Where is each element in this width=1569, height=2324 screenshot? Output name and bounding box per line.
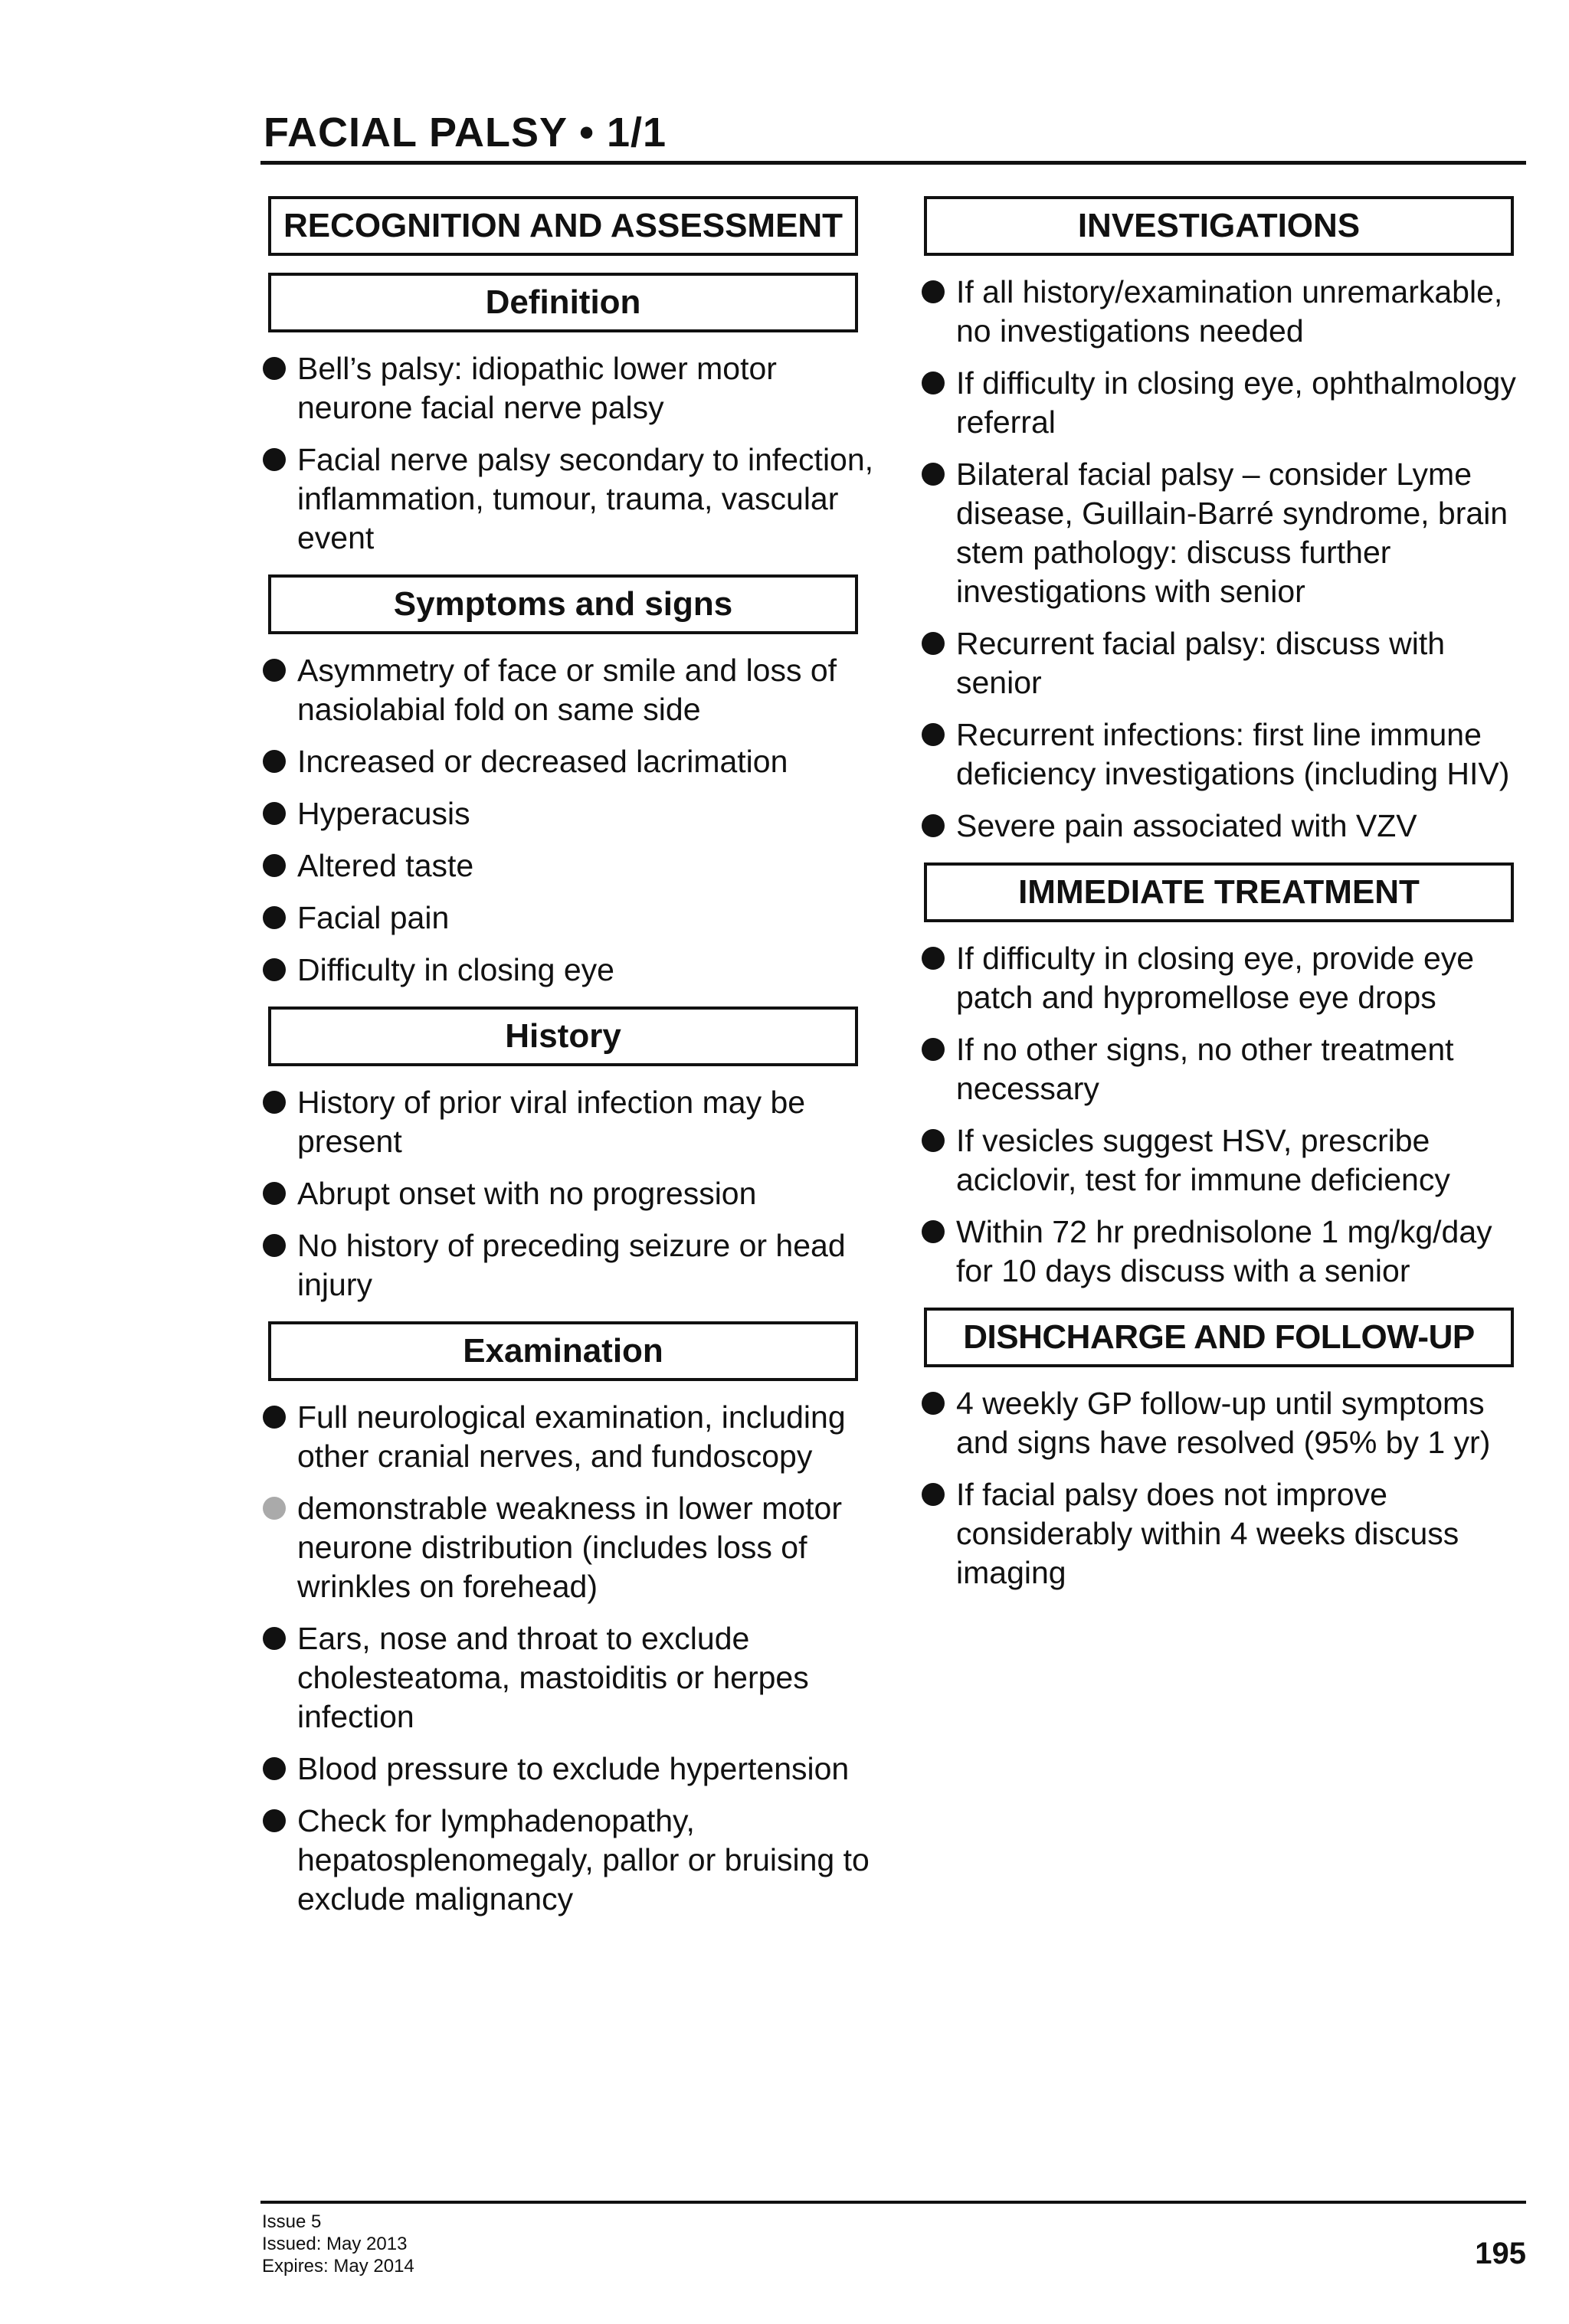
list-item-grey: demonstrable weakness in lower motor neurone distribution (includes loss of wrinkles on forehead) [260,1489,881,1606]
list-item: Recurrent facial palsy: discuss with senior [919,624,1532,702]
list-item: Difficulty in closing eye [260,951,881,990]
list-item: History of prior viral infection may be present [260,1083,881,1161]
issued-date: Issued: May 2013 [262,2234,408,2254]
issue-number: Issue 5 [262,2211,322,2232]
list-item: Abrupt onset with no progression [260,1174,881,1213]
list-item: If difficulty in closing eye, ophthalmology referral [919,364,1532,442]
list-item: If all history/examination unremarkable, no investigations needed [919,273,1532,351]
left-column [260,196,881,1936]
list-item: 4 weekly GP follow-up until symptoms and signs have resolved (95% by 1 yr) [919,1384,1532,1462]
list-item: Blood pressure to exclude hypertension [260,1750,881,1789]
definition-heading: Definition [268,273,858,332]
list-item: Altered taste [260,846,881,885]
history-heading: History [268,1007,858,1066]
list-item: Recurrent infections: first line immune deficiency investigations (including HIV) [919,715,1532,794]
discharge-list [919,1384,1532,1592]
page-number: 195 [1475,2237,1526,2270]
immediate-treatment-heading: IMMEDIATE TREATMENT [924,862,1514,922]
symptoms-list [260,651,881,990]
expiry-date: Expires: May 2014 [262,2256,414,2277]
list-item: If facial palsy does not improve considerably within 4 weeks discuss imaging [919,1475,1532,1592]
list-item: Within 72 hr prednisolone 1 mg/kg/day for 10 days discuss with a senior [919,1213,1532,1291]
symptoms-heading: Symptoms and signs [268,574,858,634]
examination-heading: Examination [268,1321,858,1381]
list-item: Hyperacusis [260,794,881,833]
list-item: Severe pain associated with VZV [919,807,1532,846]
examination-list [260,1398,881,1919]
recognition-assessment-heading: RECOGNITION AND ASSESSMENT [268,196,858,256]
list-item: Check for lymphadenopathy, hepatosplenomegaly, pallor or bruising to exclude malignancy [260,1802,881,1919]
list-item: If vesicles suggest HSV, prescribe aciclovir, test for immune deficiency [919,1121,1532,1200]
list-item: No history of preceding seizure or head injury [260,1226,881,1304]
definition-list [260,349,881,558]
investigations-heading: INVESTIGATIONS [924,196,1514,256]
title-divider [260,161,1526,165]
list-item: Facial nerve palsy secondary to infection, inflammation, tumour, trauma, vascular event [260,440,881,558]
footer-divider [260,2201,1526,2204]
list-item: Asymmetry of face or smile and loss of nasiolabial fold on same side [260,651,881,729]
list-item: If difficulty in closing eye, provide eye patch and hypromellose eye drops [919,939,1532,1017]
treatment-list [919,939,1532,1291]
history-list [260,1083,881,1304]
list-item: Full neurological examination, including other cranial nerves, and fundoscopy [260,1398,881,1476]
list-item: Increased or decreased lacrimation [260,742,881,781]
list-item: Facial pain [260,899,881,938]
list-item: Bell’s palsy: idiopathic lower motor neurone facial nerve palsy [260,349,881,427]
list-item: Ears, nose and throat to exclude cholesteatoma, mastoiditis or herpes infection [260,1619,881,1736]
page-title: FACIAL PALSY • 1/1 [264,110,667,155]
investigations-list [919,273,1532,846]
discharge-followup-heading: DISHCHARGE AND FOLLOW-UP [924,1308,1514,1367]
list-item: Bilateral facial palsy – consider Lyme disease, Guillain-Barré syndrome, brain stem pathology: discuss further investigations with senior [919,455,1532,611]
right-column [919,196,1532,1609]
list-item: If no other signs, no other treatment necessary [919,1030,1532,1108]
footer-meta [262,2211,414,2277]
